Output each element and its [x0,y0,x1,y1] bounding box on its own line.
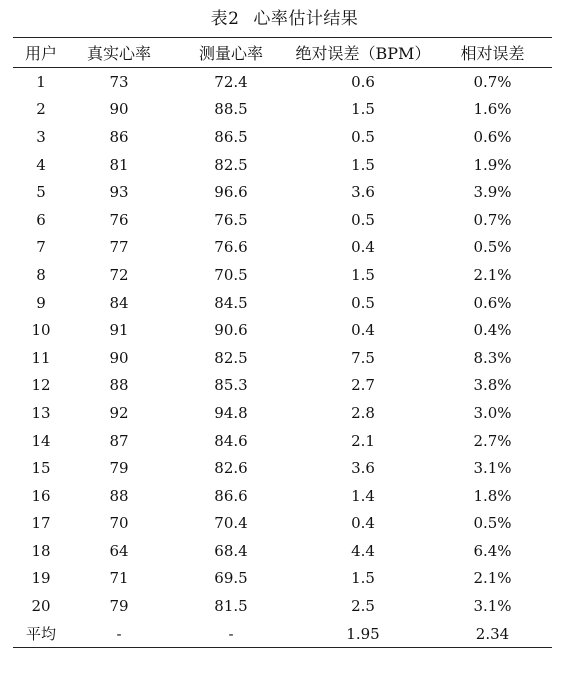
cell-abs-error: 0.4 [351,238,375,257]
cell-true-hr: 81 [109,155,129,174]
cell-user: 6 [36,210,46,229]
table-row-average [13,620,552,648]
cell-abs-error: 2.1 [351,431,375,450]
table-row [13,178,552,206]
cell-measured-hr: 85.3 [214,376,248,395]
header-user: 用户 [24,44,57,63]
table-row [13,151,552,179]
cell-rel-error: 2.1% [473,569,512,588]
cell-abs-error: 1.5 [351,569,375,588]
cell-abs-error: 2.7 [351,376,375,395]
cell-abs-error: 1.4 [351,486,375,505]
cell-measured-hr: 76.6 [214,238,248,257]
cell-user: 平均 [25,625,56,644]
table-row [13,399,552,427]
cell-true-hr: 64 [109,541,129,560]
cell-measured-hr: 84.5 [214,293,248,312]
cell-abs-error: 3.6 [351,459,375,478]
cell-measured-hr: 86.5 [214,127,248,146]
cell-abs-error: 1.95 [346,624,380,643]
cell-rel-error: 3.8% [473,376,512,395]
cell-measured-hr: 76.5 [214,210,248,229]
cell-rel-error: 0.7% [473,210,512,229]
cell-user: 16 [31,486,51,505]
cell-user: 5 [36,183,46,202]
cell-true-hr: 93 [109,183,129,202]
cell-measured-hr: - [228,624,234,643]
cell-user: 7 [36,238,46,257]
cell-abs-error: 0.4 [351,321,375,340]
cell-abs-error: 0.5 [351,293,375,312]
cell-rel-error: 3.1% [473,459,512,478]
cell-user: 1 [36,72,46,91]
cell-measured-hr: 94.8 [214,403,248,422]
cell-abs-error: 0.6 [351,72,375,91]
cell-rel-error: 3.1% [473,597,512,616]
cell-user: 8 [36,265,46,284]
cell-abs-error: 1.5 [351,100,375,119]
cell-user: 19 [31,569,51,588]
cell-abs-error: 0.4 [351,514,375,533]
cell-user: 11 [31,348,51,367]
table-row [13,344,552,372]
cell-user: 3 [36,127,46,146]
cell-user: 13 [31,403,51,422]
cell-rel-error: 3.9% [473,183,512,202]
cell-measured-hr: 72.4 [214,72,248,91]
cell-measured-hr: 86.6 [214,486,248,505]
cell-measured-hr: 70.5 [214,265,248,284]
cell-rel-error: 6.4% [473,541,512,560]
cell-true-hr: 77 [109,238,129,257]
cell-abs-error: 0.5 [351,210,375,229]
cell-true-hr: 90 [109,348,129,367]
cell-measured-hr: 82.5 [214,348,248,367]
cell-measured-hr: 81.5 [214,597,248,616]
cell-rel-error: 0.4% [473,321,512,340]
cell-true-hr: 73 [109,72,129,91]
cell-abs-error: 1.5 [351,265,375,284]
cell-measured-hr: 69.5 [214,569,248,588]
cell-rel-error: 2.7% [473,431,512,450]
table-row [13,96,552,124]
cell-true-hr: 79 [109,597,129,616]
table-row [13,537,552,565]
table-row [13,316,552,344]
cell-user: 4 [36,155,46,174]
cell-user: 20 [31,597,51,616]
cell-user: 17 [31,514,51,533]
cell-user: 9 [36,293,46,312]
cell-true-hr: 79 [109,459,129,478]
cell-true-hr: 90 [109,100,129,119]
cell-rel-error: 1.8% [473,486,512,505]
cell-abs-error: 1.5 [351,155,375,174]
cell-rel-error: 2.1% [473,265,512,284]
header-abs-error: 绝对误差（BPM） [295,44,431,63]
cell-rel-error: 2.34 [475,624,510,643]
cell-measured-hr: 96.6 [214,183,248,202]
table-title: 心率估计结果 [253,9,359,29]
cell-true-hr: 84 [109,293,129,312]
cell-user: 10 [31,321,51,340]
cell-user: 2 [36,100,46,119]
cell-measured-hr: 70.4 [214,514,248,533]
cell-abs-error: 2.8 [351,403,375,422]
table-row [13,68,552,96]
cell-true-hr: 76 [109,210,129,229]
cell-true-hr: 86 [109,127,129,146]
cell-user: 12 [31,376,51,395]
header-measured-hr: 测量心率 [198,44,263,63]
cell-true-hr: - [116,624,122,643]
cell-rel-error: 1.9% [473,155,512,174]
table-row [13,427,552,455]
cell-true-hr: 70 [109,514,129,533]
cell-user: 14 [31,431,51,450]
cell-true-hr: 88 [109,376,129,395]
table-body [13,68,552,648]
table-row [13,510,552,538]
cell-rel-error: 0.7% [473,72,512,91]
cell-true-hr: 91 [109,321,129,340]
table-row [13,454,552,482]
heart-rate-table [13,37,552,648]
header-true-hr: 真实心率 [86,44,151,63]
table-row [13,234,552,262]
table-row [13,565,552,593]
cell-measured-hr: 88.5 [214,100,248,119]
cell-rel-error: 8.3% [473,348,512,367]
cell-rel-error: 0.5% [473,514,512,533]
cell-measured-hr: 82.6 [214,459,248,478]
table-caption [0,8,569,30]
header-rel-error: 相对误差 [460,44,525,63]
cell-true-hr: 88 [109,486,129,505]
cell-true-hr: 92 [109,403,129,422]
cell-true-hr: 72 [109,265,129,284]
cell-rel-error: 1.6% [473,100,512,119]
cell-rel-error: 3.0% [473,403,512,422]
cell-measured-hr: 84.6 [214,431,248,450]
cell-rel-error: 0.6% [473,293,512,312]
cell-true-hr: 87 [109,431,129,450]
table-header-row [13,38,552,68]
table-row [13,206,552,234]
table-row [13,592,552,620]
cell-measured-hr: 90.6 [214,321,248,340]
cell-user: 18 [31,541,51,560]
cell-true-hr: 71 [109,569,129,588]
cell-abs-error: 2.5 [351,597,375,616]
cell-abs-error: 7.5 [351,348,375,367]
cell-abs-error: 3.6 [351,183,375,202]
cell-measured-hr: 82.5 [214,155,248,174]
table-row [13,372,552,400]
table-row [13,123,552,151]
cell-abs-error: 0.5 [351,127,375,146]
table-number: 表2 [210,9,240,29]
cell-abs-error: 4.4 [351,541,375,560]
cell-rel-error: 0.6% [473,127,512,146]
cell-rel-error: 0.5% [473,238,512,257]
table-row [13,482,552,510]
cell-user: 15 [31,459,51,478]
table-row [13,289,552,317]
cell-measured-hr: 68.4 [214,541,248,560]
table-row [13,261,552,289]
